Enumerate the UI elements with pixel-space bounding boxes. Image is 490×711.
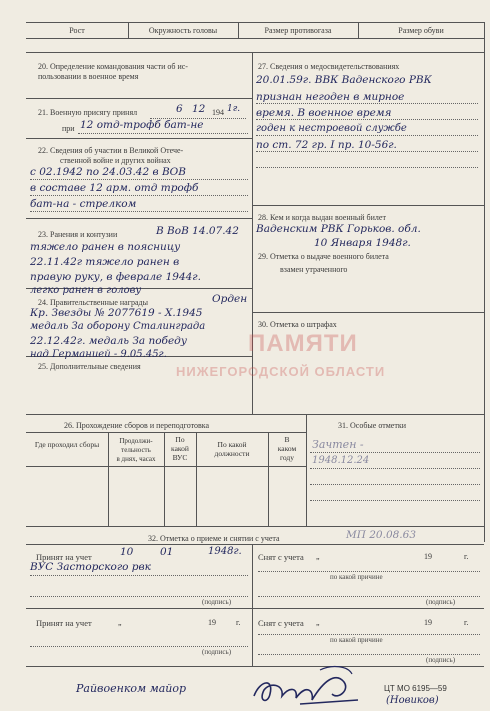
oath-year-suffix: 1г.	[227, 104, 241, 114]
accept-1-label: Принят на учет	[36, 552, 92, 562]
accept-1-year: 1948г.	[208, 546, 242, 557]
field-32-label: 32. Отметка о приеме и снятии с учета	[148, 534, 280, 543]
dotted-line	[30, 179, 248, 180]
military-card-date: 10 Января 1948г.	[314, 237, 411, 249]
medical-line-3: время. В военное время	[256, 107, 392, 119]
awards-line-1: Кр. Звезды № 2077619 - Х.1945	[30, 307, 203, 319]
field-28-label: 28. Кем и когда выдан военный билет	[258, 213, 386, 222]
header-top-rule	[26, 22, 484, 23]
remove-1-label: Снят с учета	[258, 552, 304, 562]
dotted-line	[258, 654, 480, 655]
dotted-line	[258, 634, 480, 635]
section-rule	[252, 205, 484, 206]
right-border	[484, 22, 485, 542]
watermark-subtitle: НИЖЕГОРОДСКОЙ ОБЛАСТИ	[176, 364, 386, 379]
section-32-divider	[252, 544, 253, 666]
dotted-line	[310, 468, 480, 469]
wounds-line-2: 22.11.42г тяжело ранен в	[30, 256, 180, 268]
dotted-line	[310, 452, 480, 453]
table-col-year: В каком году	[277, 435, 297, 462]
section-rule	[26, 52, 484, 53]
table-col-where: Где проходил сборы	[34, 440, 100, 449]
special-notes-line-2: 1948.12.24	[312, 455, 370, 466]
war-participation-line-1: с 02.1942 по 24.03.42 в ВОВ	[30, 166, 186, 178]
header-head-size: Окружность головы	[148, 26, 218, 35]
awards-first: Орден	[212, 293, 248, 305]
awards-line-3: 22.12.42г. медаль За победу	[30, 335, 187, 347]
remove-1-reason: по какой причине	[330, 573, 383, 581]
wounds-line-1: тяжело ранен в поясницу	[30, 241, 181, 253]
dotted-line	[310, 484, 480, 485]
table-divider	[306, 414, 307, 526]
oath-unit: 12 отд-трофб бат-не	[80, 119, 204, 131]
table-col-position: По какой должности	[214, 440, 250, 458]
medical-line-2: признан негоден в мирное	[256, 91, 405, 103]
remove-1-signature-caption: (подпись)	[426, 598, 456, 606]
accept-2-label: Принят на учет	[36, 618, 92, 628]
section-rule	[26, 544, 484, 545]
awards-line-4: над Германией - 9.05.45г.	[30, 349, 167, 360]
table-col-duration: Продолжи- тельность в днях, часах	[116, 437, 156, 463]
section-rule	[26, 98, 252, 99]
field-25-label: 25. Дополнительные сведения	[38, 362, 141, 371]
dotted-line	[256, 167, 478, 168]
oath-month: 12	[192, 103, 206, 115]
accept-1-month: 01	[160, 546, 174, 558]
form-code: ЦТ МО 6195—59	[384, 684, 447, 693]
accept-2-quote: „	[118, 618, 122, 627]
table-bottom-rule	[26, 526, 484, 527]
field-27-label: 27. Сведения о медосвидетельствованиях	[258, 62, 400, 71]
wounds-line-3: правую руку, в феврале 1944г.	[30, 271, 201, 283]
dotted-line	[256, 151, 478, 152]
dotted-line	[258, 571, 480, 572]
awards-line-2: медаль За оборону Сталинграда	[30, 321, 206, 332]
remove-1-g: г.	[464, 552, 469, 561]
remove-2-g: г.	[464, 618, 469, 627]
field-32-handwriting: МП 20.08.63	[346, 529, 417, 541]
field-29-label: 29. Отметка о выдаче военного билета взамен утраченного	[258, 252, 389, 274]
section-rule	[26, 608, 484, 609]
watermark-title: ПАМЯТИ	[248, 330, 358, 357]
dotted-line	[258, 596, 480, 597]
dotted-line	[30, 596, 248, 597]
remove-2-reason: по какой причине	[330, 636, 383, 644]
accept-2-g: г.	[236, 618, 241, 627]
remove-2-signature-caption: (подпись)	[426, 656, 456, 664]
dotted-line	[30, 646, 248, 647]
remove-2-year: 19	[424, 618, 432, 627]
remove-2-label: Снят с учета	[258, 618, 304, 628]
dotted-line	[30, 195, 248, 196]
field-31-label: 31. Особые отметки	[338, 421, 406, 430]
signature-scribble	[240, 660, 380, 710]
field-21-label: 21. Военную присягу принял	[38, 108, 138, 117]
accept-2-signature-caption: (подпись)	[202, 648, 232, 656]
dotted-line	[256, 119, 478, 120]
military-card-issuer: Ваденским РВК Горьков. обл.	[256, 223, 421, 235]
field-26-label: 26. Прохождение сборов и переподготовка	[64, 421, 210, 430]
dotted-line	[310, 500, 480, 501]
war-participation-line-3: бат-на - стрелком	[30, 198, 137, 210]
medical-line-1: 20.01.59г. ВВК Ваденского РВК	[256, 74, 432, 86]
dotted-line	[256, 135, 478, 136]
field-24-label: 24. Правительственные награды	[38, 298, 148, 307]
medical-line-4: годен к нестроевой службе	[256, 123, 407, 134]
center-divider	[252, 52, 253, 414]
oath-day: 6	[176, 103, 183, 115]
table-header-rule	[26, 466, 306, 467]
accept-1-day: 10	[120, 546, 134, 558]
header-bottom-rule	[26, 38, 484, 39]
section-rule	[26, 414, 484, 415]
medical-line-5: по ст. 72 гр. I пр. 10-56г.	[256, 139, 397, 151]
oath-year-prefix: 194	[212, 108, 224, 117]
oath-at-label: при	[62, 124, 75, 133]
table-col-vus: По какой ВУС	[171, 435, 189, 462]
section-rule	[26, 138, 252, 139]
dotted-line	[256, 103, 478, 104]
dotted-line	[30, 575, 248, 576]
header-shoe-size: Размер обуви	[398, 26, 444, 35]
accept-2-year: 19	[208, 618, 216, 627]
accept-1-office: ВУС Засторского рвк	[30, 561, 151, 573]
field-23-label: 23. Ранения и контузии	[38, 230, 118, 239]
war-participation-line-2: в составе 12 арм. отд трофб	[30, 182, 199, 194]
section-rule	[26, 218, 252, 219]
remove-1-year: 19	[424, 552, 432, 561]
remove-2-quote: „	[316, 618, 320, 627]
accept-1-signature-caption: (подпись)	[202, 598, 232, 606]
dotted-line	[30, 211, 248, 212]
header-gasmask-size: Размер противогаза	[264, 26, 332, 35]
wounds-first: В ВоВ 14.07.42	[156, 225, 239, 237]
signatory-title: Райвоенком майор	[76, 682, 187, 695]
dotted-line	[78, 133, 248, 134]
field-30-label: 30. Отметка о штрафах	[258, 320, 337, 329]
wounds-line-4: легко ранен в голову	[30, 285, 142, 296]
special-notes-line-1: Зачтен -	[312, 438, 364, 451]
remove-1-quote: „	[316, 552, 320, 561]
section-rule	[252, 312, 484, 313]
field-20-label: 20. Определение командования части об ис- пользовании в военное время	[38, 62, 188, 81]
signatory-name: (Новиков)	[386, 695, 439, 706]
header-height: Рост	[69, 26, 85, 35]
field-22-label: 22. Сведения об участии в Великой Отече- ственной войне и других войнах	[38, 146, 184, 165]
table-rule	[26, 432, 306, 433]
